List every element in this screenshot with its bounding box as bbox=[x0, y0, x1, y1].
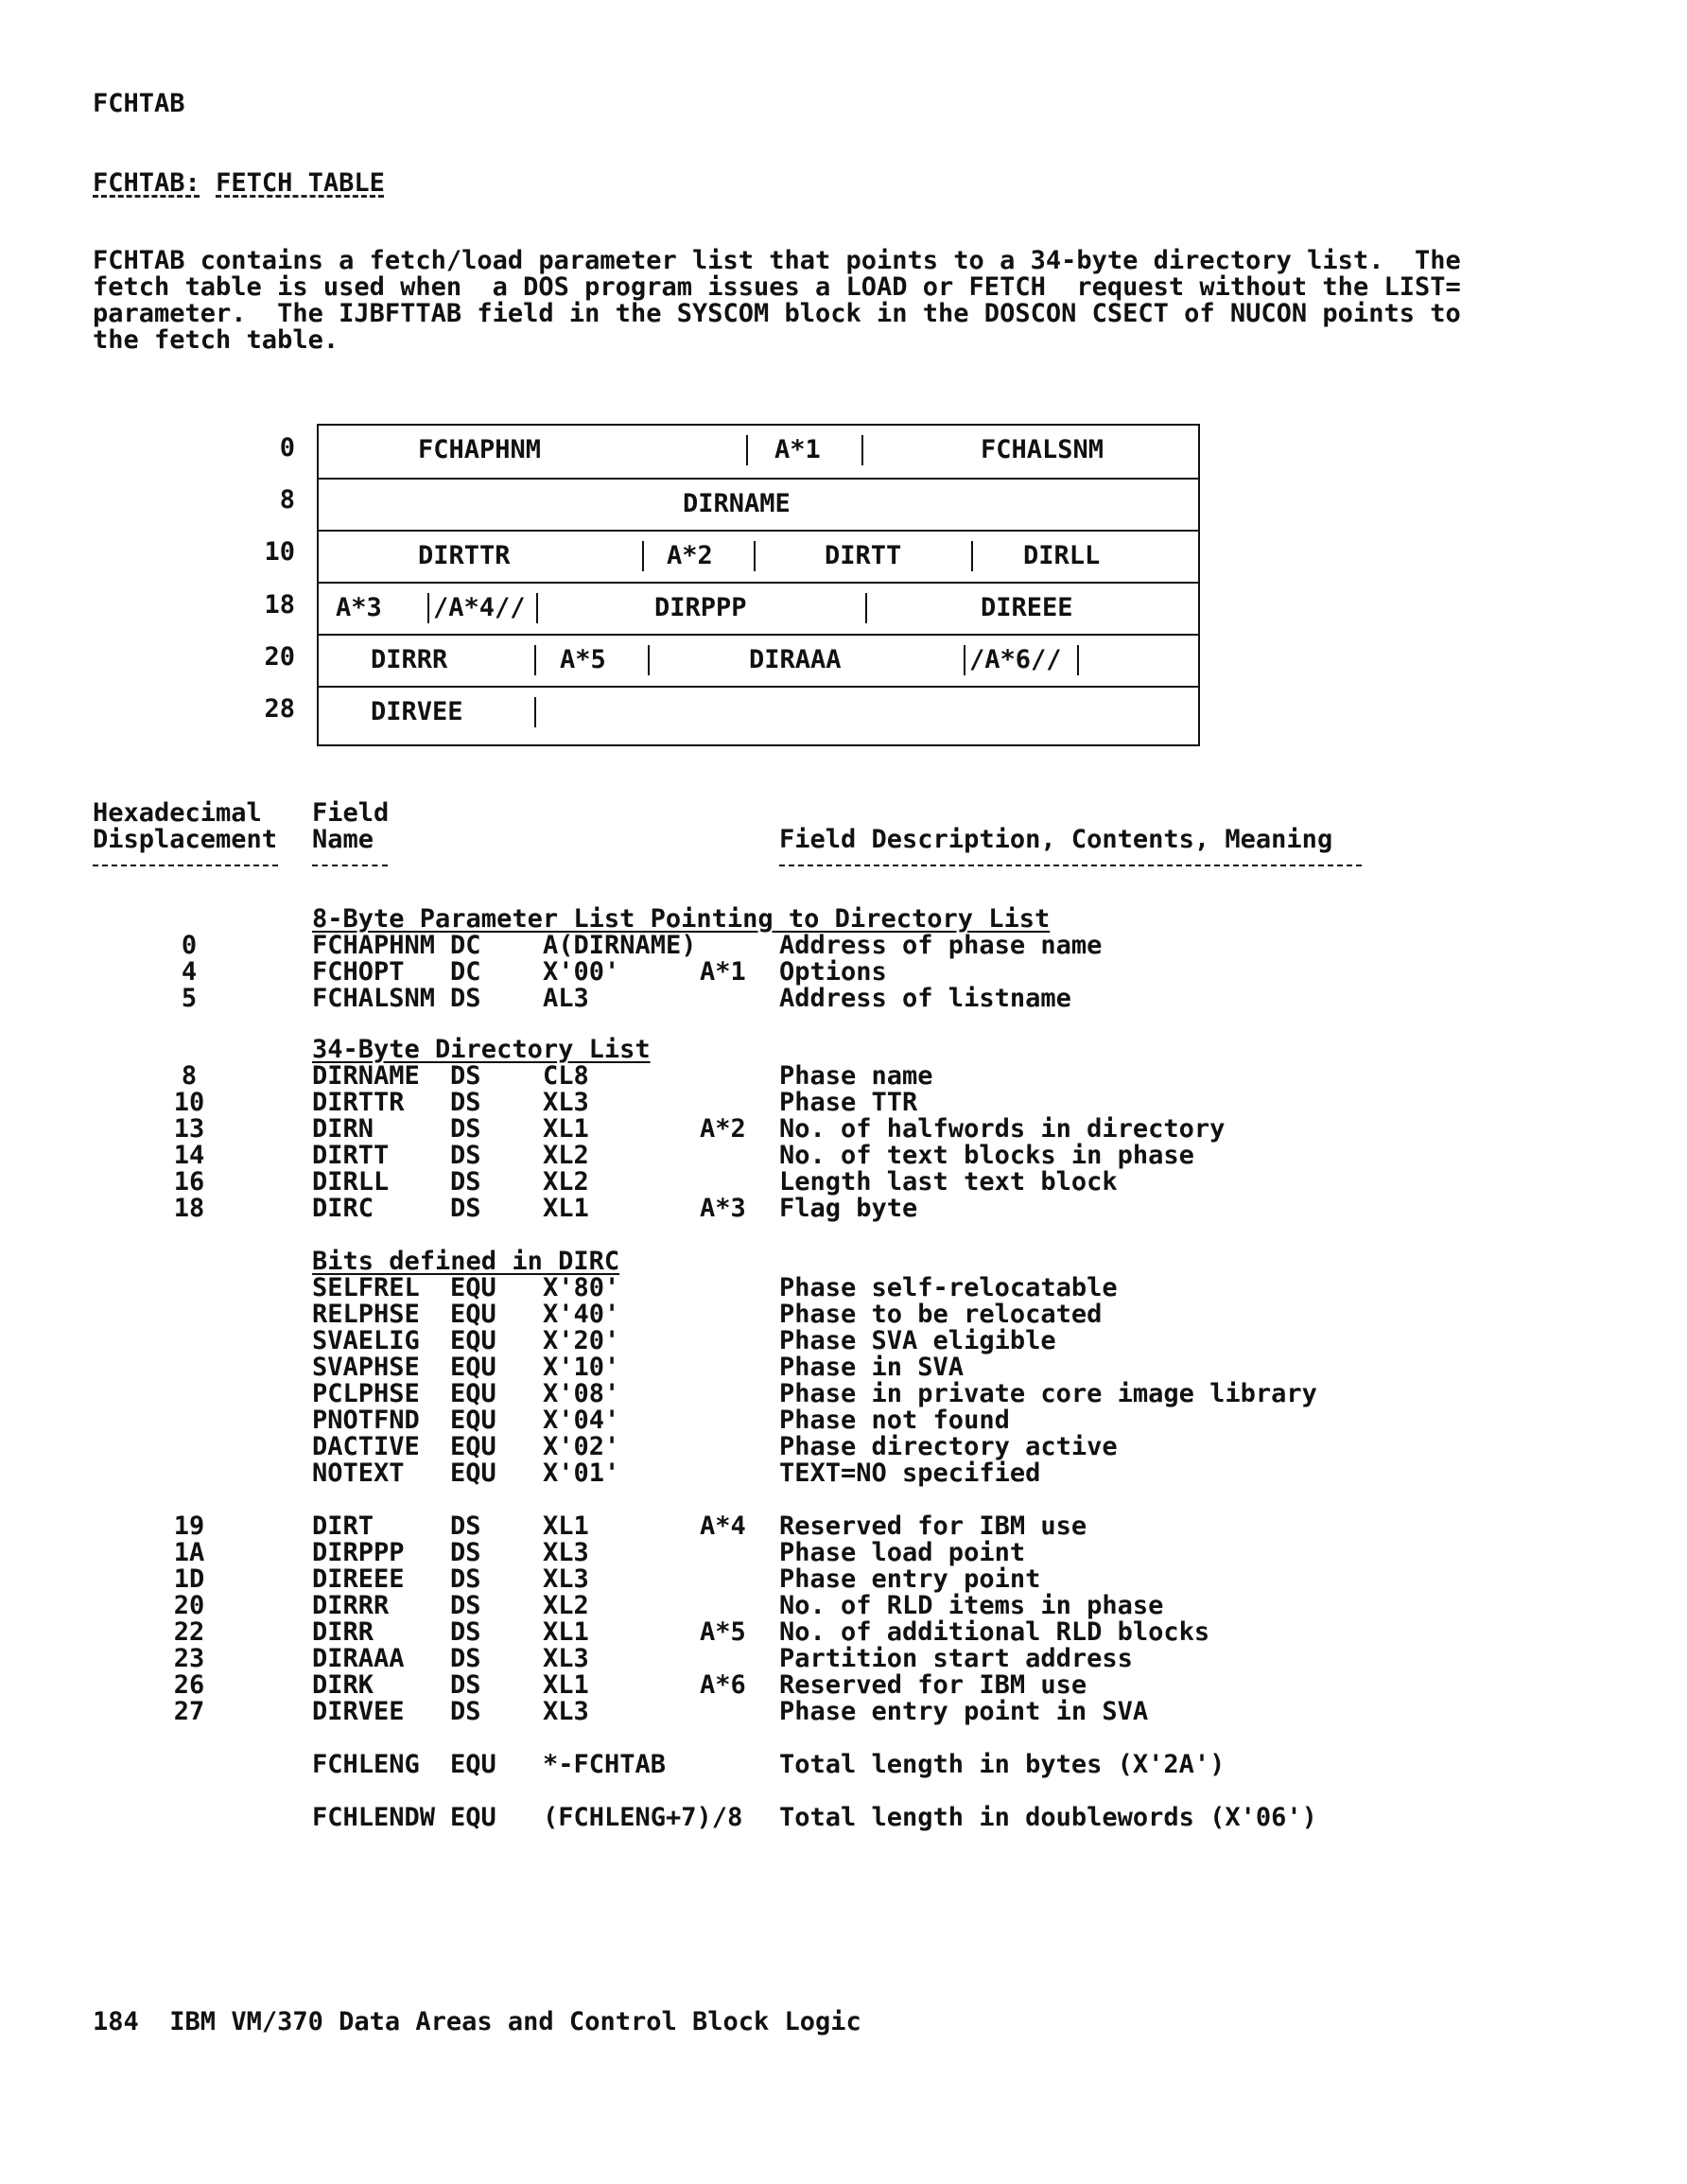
table-row bbox=[0, 1752, 1687, 1778]
cb-field: A*5 bbox=[560, 645, 606, 674]
field-operand: XL2 bbox=[543, 1141, 589, 1170]
field-name: DIRLL bbox=[312, 1167, 390, 1197]
hex-displacement: 1A bbox=[173, 1538, 205, 1567]
field-description: Options bbox=[779, 957, 887, 987]
field-type: DS bbox=[450, 1194, 481, 1223]
field-description: TEXT=NO specified bbox=[779, 1459, 1041, 1488]
table-row bbox=[0, 1354, 1687, 1381]
cb-field: A*3 bbox=[336, 593, 382, 622]
table-row bbox=[0, 1328, 1687, 1354]
field-description: Total length in doublewords (X'06') bbox=[779, 1803, 1317, 1832]
table-row bbox=[0, 1143, 1687, 1169]
hex-displacement: 18 bbox=[173, 1194, 205, 1223]
cb-field: DIRTT bbox=[825, 541, 902, 570]
field-type: EQU bbox=[450, 1353, 496, 1382]
title-name: FETCH TABLE bbox=[216, 168, 385, 198]
table-row bbox=[0, 1593, 1687, 1619]
offset-label: 28 bbox=[264, 694, 295, 724]
field-operand: XL2 bbox=[543, 1167, 589, 1197]
cb-row bbox=[319, 530, 1198, 584]
cb-field: /A*4// bbox=[433, 593, 526, 622]
table-row bbox=[0, 959, 1687, 986]
header-field-line1: Field bbox=[312, 798, 390, 828]
field-name: SVAPHSE bbox=[312, 1353, 420, 1382]
field-operand: XL3 bbox=[543, 1564, 589, 1594]
field-attribute: A*3 bbox=[700, 1194, 746, 1223]
cb-field: A*1 bbox=[774, 435, 821, 464]
field-type: EQU bbox=[450, 1459, 496, 1488]
intro-line: the fetch table. bbox=[93, 325, 339, 355]
field-attribute: A*1 bbox=[700, 957, 746, 987]
cb-divider bbox=[1077, 645, 1079, 675]
field-type: EQU bbox=[450, 1432, 496, 1461]
field-type: DS bbox=[450, 1167, 481, 1197]
field-operand: X'40' bbox=[543, 1300, 620, 1329]
field-type: DS bbox=[450, 1644, 481, 1673]
field-name: FCHAPHNM bbox=[312, 931, 436, 960]
page-number: 184 bbox=[93, 2007, 139, 2036]
field-type: EQU bbox=[450, 1406, 496, 1435]
offset-label: 10 bbox=[264, 537, 295, 567]
field-type: DS bbox=[450, 1591, 481, 1620]
hex-displacement: 0 bbox=[181, 931, 198, 960]
field-operand: XL3 bbox=[543, 1088, 589, 1117]
cb-row bbox=[319, 478, 1198, 532]
header-rule bbox=[312, 865, 388, 866]
hex-displacement: 26 bbox=[173, 1670, 205, 1700]
field-operand: *-FCHTAB bbox=[543, 1750, 667, 1779]
header-desc: Field Description, Contents, Meaning bbox=[779, 825, 1333, 854]
cb-field: DIRVEE bbox=[371, 697, 463, 726]
cb-field: FCHALSNM bbox=[981, 435, 1104, 464]
field-type: EQU bbox=[450, 1803, 496, 1832]
intro-line: FCHTAB contains a fetch/load parameter list that points to a 34-byte directory list. The bbox=[93, 246, 1461, 275]
table-row bbox=[0, 1302, 1687, 1328]
table-row bbox=[0, 933, 1687, 959]
header-hex-line1: Hexadecimal bbox=[93, 798, 262, 828]
field-type: DS bbox=[450, 984, 481, 1013]
section-title: Bits defined in DIRC bbox=[312, 1247, 620, 1276]
table-row bbox=[0, 1434, 1687, 1460]
cb-field: DIRRR bbox=[371, 645, 448, 674]
field-type: DS bbox=[450, 1088, 481, 1117]
field-type: DS bbox=[450, 1697, 481, 1726]
table-row bbox=[0, 1063, 1687, 1090]
field-description: Phase not found bbox=[779, 1406, 1010, 1435]
field-type: DS bbox=[450, 1538, 481, 1567]
field-description: No. of additional RLD blocks bbox=[779, 1617, 1210, 1647]
header-rule bbox=[779, 865, 1362, 866]
field-attribute: A*2 bbox=[700, 1114, 746, 1144]
field-name: DIRNAME bbox=[312, 1061, 420, 1091]
cb-field: DIRTTR bbox=[418, 541, 511, 570]
field-name: DIRN bbox=[312, 1114, 374, 1144]
field-operand: XL1 bbox=[543, 1194, 589, 1223]
field-operand: (FCHLENG+7)/8 bbox=[543, 1803, 743, 1832]
field-operand: CL8 bbox=[543, 1061, 589, 1091]
field-type: DS bbox=[450, 1114, 481, 1144]
cb-row bbox=[319, 582, 1198, 636]
field-operand: XL3 bbox=[543, 1538, 589, 1567]
field-type: DS bbox=[450, 1670, 481, 1700]
hex-displacement: 22 bbox=[173, 1617, 205, 1647]
cb-divider bbox=[861, 435, 863, 465]
field-operand: XL2 bbox=[543, 1591, 589, 1620]
field-name: DIRAAA bbox=[312, 1644, 405, 1673]
field-name: SVAELIG bbox=[312, 1326, 420, 1355]
table-row bbox=[0, 1805, 1687, 1831]
hex-displacement: 20 bbox=[173, 1591, 205, 1620]
cb-field: DIRAAA bbox=[749, 645, 842, 674]
cb-row bbox=[319, 634, 1198, 688]
cb-divider bbox=[971, 541, 973, 571]
cb-divider bbox=[648, 645, 650, 675]
cb-field: FCHAPHNM bbox=[418, 435, 542, 464]
hex-displacement: 27 bbox=[173, 1697, 205, 1726]
table-row bbox=[0, 1540, 1687, 1566]
table-row bbox=[0, 1169, 1687, 1196]
hex-displacement: 14 bbox=[173, 1141, 205, 1170]
field-description: Phase directory active bbox=[779, 1432, 1118, 1461]
table-row bbox=[0, 1407, 1687, 1434]
hex-displacement: 23 bbox=[173, 1644, 205, 1673]
table-row bbox=[0, 1672, 1687, 1699]
table-row bbox=[0, 1513, 1687, 1540]
field-name: PNOTFND bbox=[312, 1406, 420, 1435]
field-description: No. of RLD items in phase bbox=[779, 1591, 1164, 1620]
field-name: FCHALSNM bbox=[312, 984, 436, 1013]
field-operand: X'08' bbox=[543, 1379, 620, 1408]
page-footer bbox=[93, 2009, 861, 2035]
field-name: SELFREL bbox=[312, 1273, 420, 1302]
hex-displacement: 19 bbox=[173, 1511, 205, 1541]
table-row bbox=[0, 1196, 1687, 1222]
hex-displacement: 5 bbox=[181, 984, 198, 1013]
field-operand: XL3 bbox=[543, 1644, 589, 1673]
field-description: Total length in bytes (X'2A') bbox=[779, 1750, 1226, 1779]
field-name: FCHLENG bbox=[312, 1750, 420, 1779]
field-operand: AL3 bbox=[543, 984, 589, 1013]
field-name: DIRR bbox=[312, 1617, 374, 1647]
section-title: 34-Byte Directory List bbox=[312, 1035, 651, 1064]
cb-field: DIRPPP bbox=[654, 593, 747, 622]
field-name: DIREEE bbox=[312, 1564, 405, 1594]
hex-displacement: 10 bbox=[173, 1088, 205, 1117]
cb-divider bbox=[754, 541, 756, 571]
field-name: PCLPHSE bbox=[312, 1379, 420, 1408]
header-hex-line2: Displacement bbox=[93, 825, 278, 854]
field-operand: X'01' bbox=[543, 1459, 620, 1488]
field-description: Phase to be relocated bbox=[779, 1300, 1103, 1329]
table-row bbox=[0, 1116, 1687, 1143]
field-type: DS bbox=[450, 1141, 481, 1170]
field-name: NOTEXT bbox=[312, 1459, 405, 1488]
field-description: Reserved for IBM use bbox=[779, 1511, 1087, 1541]
table-row bbox=[0, 1460, 1687, 1487]
cb-divider bbox=[865, 593, 867, 623]
cb-field: DIRNAME bbox=[683, 489, 791, 518]
field-description: Reserved for IBM use bbox=[779, 1670, 1087, 1700]
table-row bbox=[0, 986, 1687, 1012]
field-name: DIRK bbox=[312, 1670, 374, 1700]
field-name: DIRTTR bbox=[312, 1088, 405, 1117]
cb-field: DIRLL bbox=[1023, 541, 1101, 570]
cb-divider bbox=[964, 645, 965, 675]
field-operand: XL1 bbox=[543, 1670, 589, 1700]
field-name: RELPHSE bbox=[312, 1300, 420, 1329]
field-operand: X'20' bbox=[543, 1326, 620, 1355]
cb-divider bbox=[534, 697, 536, 727]
field-operand: XL1 bbox=[543, 1114, 589, 1144]
field-description: Phase entry point bbox=[779, 1564, 1041, 1594]
table-row bbox=[0, 1699, 1687, 1725]
hex-displacement: 1D bbox=[173, 1564, 205, 1594]
field-type: EQU bbox=[450, 1300, 496, 1329]
field-operand: A(DIRNAME) bbox=[543, 931, 697, 960]
field-name: DIRVEE bbox=[312, 1697, 405, 1726]
field-type: EQU bbox=[450, 1273, 496, 1302]
field-attribute: A*4 bbox=[700, 1511, 746, 1541]
section-title: 8-Byte Parameter List Pointing to Directory List bbox=[312, 904, 1051, 934]
cb-divider bbox=[534, 645, 536, 675]
field-description: Address of listname bbox=[779, 984, 1071, 1013]
cb-field: DIREEE bbox=[981, 593, 1073, 622]
hex-displacement: 4 bbox=[181, 957, 198, 987]
field-operand: X'04' bbox=[543, 1406, 620, 1435]
field-name: FCHOPT bbox=[312, 957, 405, 987]
field-description: No. of halfwords in directory bbox=[779, 1114, 1226, 1144]
header-field-line2: Name bbox=[312, 825, 374, 854]
field-name: DACTIVE bbox=[312, 1432, 420, 1461]
field-description: Phase SVA eligible bbox=[779, 1326, 1056, 1355]
page-title bbox=[93, 170, 385, 197]
field-description: Partition start address bbox=[779, 1644, 1133, 1673]
running-header: FCHTAB bbox=[93, 89, 185, 118]
field-description: Phase TTR bbox=[779, 1088, 918, 1117]
offset-label: 8 bbox=[279, 485, 295, 515]
cb-field: /A*6// bbox=[969, 645, 1062, 674]
table-row bbox=[0, 1619, 1687, 1646]
field-type: EQU bbox=[450, 1379, 496, 1408]
field-description: Address of phase name bbox=[779, 931, 1103, 960]
field-operand: X'80' bbox=[543, 1273, 620, 1302]
field-type: DS bbox=[450, 1617, 481, 1647]
cb-row bbox=[319, 426, 1198, 478]
field-attribute: A*5 bbox=[700, 1617, 746, 1647]
field-type: DS bbox=[450, 1511, 481, 1541]
field-operand: X'10' bbox=[543, 1353, 620, 1382]
field-name: DIRC bbox=[312, 1194, 374, 1223]
field-description: Phase in private core image library bbox=[779, 1379, 1317, 1408]
field-operand: X'02' bbox=[543, 1432, 620, 1461]
field-description: No. of text blocks in phase bbox=[779, 1141, 1194, 1170]
field-operand: X'00' bbox=[543, 957, 620, 987]
hex-displacement: 16 bbox=[173, 1167, 205, 1197]
offset-label: 20 bbox=[264, 642, 295, 672]
field-description: Length last text block bbox=[779, 1167, 1118, 1197]
field-operand: XL1 bbox=[543, 1617, 589, 1647]
table-row bbox=[0, 1090, 1687, 1116]
cb-divider bbox=[746, 435, 748, 465]
header-rule bbox=[93, 865, 278, 866]
table-row bbox=[0, 1275, 1687, 1302]
field-operand: XL1 bbox=[543, 1511, 589, 1541]
offset-label: 18 bbox=[264, 590, 295, 620]
cb-divider bbox=[536, 593, 538, 623]
field-description: Phase name bbox=[779, 1061, 933, 1091]
field-type: EQU bbox=[450, 1750, 496, 1779]
cb-divider bbox=[427, 593, 429, 623]
hex-displacement: 13 bbox=[173, 1114, 205, 1144]
field-name: DIRPPP bbox=[312, 1538, 405, 1567]
field-type: EQU bbox=[450, 1326, 496, 1355]
field-name: DIRTT bbox=[312, 1141, 390, 1170]
field-type: DC bbox=[450, 931, 481, 960]
table-row bbox=[0, 1381, 1687, 1407]
field-attribute: A*6 bbox=[700, 1670, 746, 1700]
field-name: DIRRR bbox=[312, 1591, 390, 1620]
intro-line: fetch table is used when a DOS program issues a LOAD or FETCH request without the LIST= bbox=[93, 272, 1461, 302]
offset-label: 0 bbox=[279, 433, 295, 463]
book-title: IBM VM/370 Data Areas and Control Block Logic bbox=[169, 2007, 861, 2036]
cb-field: A*2 bbox=[667, 541, 713, 570]
field-type: DS bbox=[450, 1564, 481, 1594]
field-description: Phase entry point in SVA bbox=[779, 1697, 1149, 1726]
table-row bbox=[0, 1646, 1687, 1672]
title-label: FCHTAB: bbox=[93, 168, 200, 198]
field-description: Flag byte bbox=[779, 1194, 918, 1223]
cb-divider bbox=[642, 541, 644, 571]
field-name: FCHLENDW bbox=[312, 1803, 436, 1832]
field-type: DC bbox=[450, 957, 481, 987]
field-description: Phase load point bbox=[779, 1538, 1026, 1567]
hex-displacement: 8 bbox=[181, 1061, 198, 1091]
field-description: Phase self-relocatable bbox=[779, 1273, 1118, 1302]
field-operand: XL3 bbox=[543, 1697, 589, 1726]
cb-row bbox=[319, 686, 1198, 746]
field-type: DS bbox=[450, 1061, 481, 1091]
control-block-diagram bbox=[317, 424, 1200, 746]
intro-line: parameter. The IJBFTTAB field in the SYSCOM block in the DOSCON CSECT of NUCON points to bbox=[93, 299, 1461, 328]
field-name: DIRT bbox=[312, 1511, 374, 1541]
table-row bbox=[0, 1566, 1687, 1593]
field-description: Phase in SVA bbox=[779, 1353, 965, 1382]
